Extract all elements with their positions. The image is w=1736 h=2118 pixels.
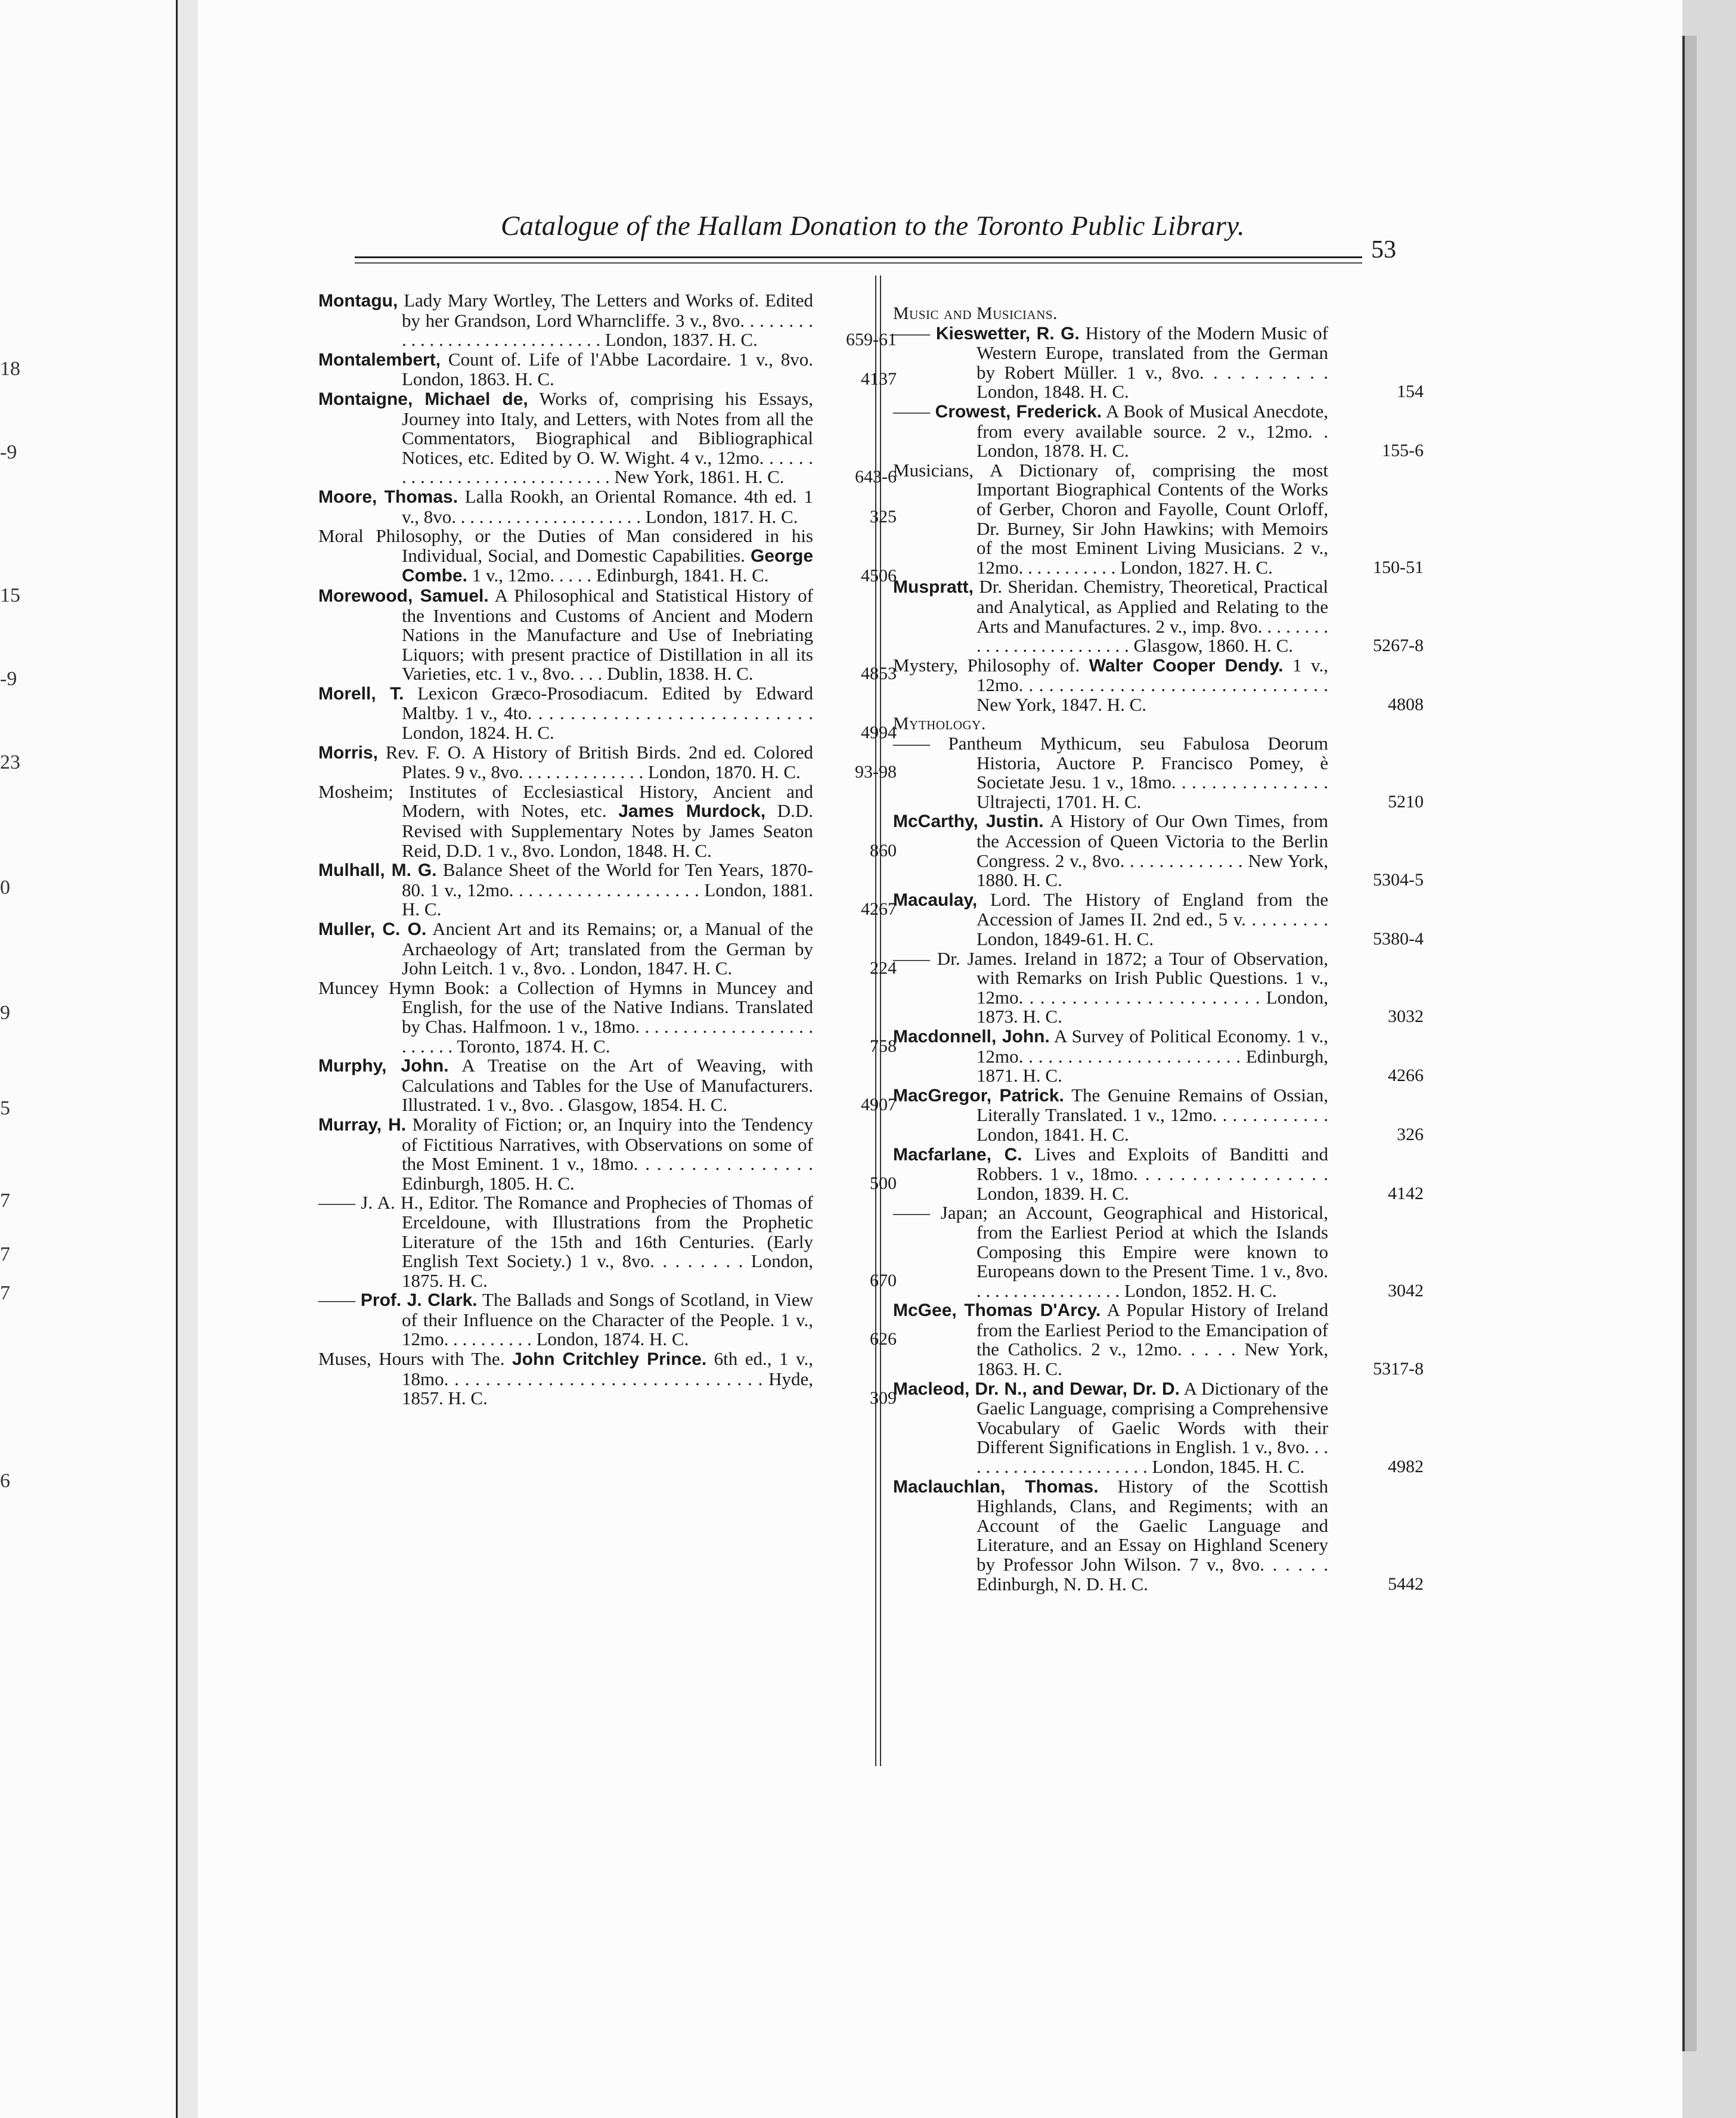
shelf-number: 3032 — [1388, 1007, 1424, 1027]
prev-page-number: 6 — [0, 1470, 10, 1492]
entry-heading: Mulhall, M. G. — [318, 860, 437, 881]
entry-text: Rev. F. O. A History of British Birds. 2nd ed. Colored Plates. 9 v., 8vo. . . . . . . . . . . . . . London, 1870. H. C. — [378, 741, 813, 783]
entry-heading: Kieswetter, R. G. — [935, 323, 1080, 343]
catalogue-entry — [893, 576, 1424, 657]
entry-heading: Moore, Thomas. — [318, 487, 458, 507]
entry-text: —— — [318, 1289, 361, 1311]
entry-text: Lalla Rookh, an Oriental Romance. 4th ed. 1 v., 8vo. . . . . . . . . . . . . . . . . . . . . London, 1817. H. C. — [402, 485, 814, 527]
shelf-number: 5267-8 — [1373, 636, 1424, 656]
entry-heading: MacGregor, Patrick. — [893, 1085, 1064, 1106]
shelf-number: 5210 — [1388, 791, 1424, 812]
catalogue-entry — [318, 388, 897, 488]
shelf-number: 309 — [870, 1388, 897, 1408]
catalogue-entry — [318, 918, 897, 979]
shelf-number: 326 — [1397, 1124, 1424, 1144]
shelf-number: 150-51 — [1373, 557, 1424, 577]
catalogue-entry — [893, 888, 1424, 949]
entry-heading: Morell, T. — [318, 683, 404, 704]
catalogue-entry — [893, 1202, 1424, 1301]
entry-text: Dr. Sheridan. Chemistry, Theoretical, Practical and Analytical, as Applied and Relating to the Arts and Manufactures. 2 v., imp. 8vo. . . . . . . . . . . . . . . . . . . . . . . . . Glasgow, 1860. H. C. — [974, 576, 1328, 657]
prev-page-number: 9 — [0, 1002, 10, 1024]
entry-text: Moral Philosophy, or the Duties of Man considered in his Individual, Social, and Domestic Capabilities. — [318, 525, 813, 566]
left-column — [318, 290, 897, 1409]
catalogue-entry — [893, 1377, 1424, 1478]
catalogue-entry — [893, 1299, 1424, 1380]
shelf-number: 5317-8 — [1373, 1359, 1424, 1379]
shelf-number: 670 — [870, 1270, 897, 1290]
entry-heading: Macdonnell, John. — [893, 1026, 1050, 1046]
prev-page-number: 18 — [0, 358, 20, 380]
entry-heading: Morris, — [318, 742, 379, 763]
catalogue-entry — [318, 859, 897, 920]
entry-heading: Macfarlane, C. — [893, 1144, 1022, 1165]
entry-heading: Macleod, Dr. N., and Dewar, Dr. D. — [893, 1379, 1180, 1399]
entry-text: A History of Our Own Times, from the Accession of Queen Victoria to the Berlin Congress. 2 v., 8vo. . . . . . . . . . . . . New York, 1880. H. C. — [976, 810, 1328, 891]
catalogue-entry — [893, 1025, 1424, 1086]
shelf-number: 860 — [870, 840, 897, 860]
shelf-number: 4907 — [861, 1095, 897, 1115]
shelf-number: 4506 — [861, 566, 897, 586]
prev-page-number: 23 — [0, 751, 20, 773]
entry-text: History of the Scottish Highlands, Clans, and Regiments; with an Account of the Gaelic Language and Literature, and an Essay on Highland Scenery by Professor John Wilson. 7 v., 8vo. . . . . . Edinburgh, N. D. H. C. — [976, 1475, 1328, 1594]
catalogue-entry — [318, 348, 897, 390]
catalogue-entry — [893, 810, 1424, 891]
entry-heading: John Critchley Prince. — [512, 1349, 707, 1370]
catalogue-entry — [318, 290, 897, 351]
entry-text: Balance Sheet of the World for Ten Years, 1870-80. 1 v., 12mo. . . . . . . . . . . . . . . . . . . . London, 1881. H. C. — [402, 859, 813, 920]
catalogue-entry — [318, 584, 897, 685]
page-edge — [1682, 36, 1697, 2051]
entry-text: —— J. A. H., Editor. The Romance and Prophecies of Thomas of Erceldoune, with Illustrations from the Prophetic Literature of the 15th and 16th Centuries. (Early English Text Society.) 1 v., 8vo. . . . . . . . London, 1875. H. C. — [318, 1192, 813, 1291]
prev-page-number: 7 — [0, 1190, 10, 1212]
entry-heading: Muller, C. O. — [318, 919, 427, 939]
catalogue-entry — [893, 654, 1424, 715]
shelf-number: 3042 — [1388, 1280, 1424, 1300]
entry-text: Lexicon Græco-Prosodiacum. Edited by Edward Maltby. 1 v., 4to. . . . . . . . . . . . . . . . . . . . . . . . . . . London, 1824. H. C. — [402, 682, 813, 744]
entry-text: A Treatise on the Art of Weaving, with Calculations and Tables for the Use of Manufacturers. Illustrated. 1 v., 8vo. . Glasgow, 1854. H. C. — [402, 1055, 814, 1116]
entry-text: —— Pantheum Mythicum, seu Fabulosa Deorum Historia, Auctore P. Francisco Pomey, è Societate Jesu. 1 v., 18mo. . . . . . . . . . . . . . . . Ultrajecti, 1701. H. C. — [893, 733, 1328, 812]
shelf-number: 643-6 — [855, 467, 897, 487]
shelf-number: 4994 — [861, 723, 897, 743]
shelf-number: 500 — [870, 1173, 897, 1193]
entry-text: The Ballads and Songs of Scotland, in View of their Influence on the Character of the People. 1 v., 12mo. . . . . . . . . . London, 1874. H. C. — [402, 1289, 814, 1350]
catalogue-entry — [893, 947, 1424, 1027]
header-rule — [355, 262, 1362, 264]
prev-page-number: 7 — [0, 1243, 10, 1265]
section-heading: Mythology. — [893, 714, 986, 734]
shelf-number: 659-61 — [846, 330, 897, 350]
entry-text: Muses, Hours with The. — [318, 1348, 512, 1370]
entry-text: Lives and Exploits of Banditti and Robbers. 1 v., 18mo. . . . . . . . . . . . . . . . . London, 1839. H. C. — [976, 1143, 1328, 1204]
section-heading: Music and Musicians. — [893, 304, 1058, 323]
entry-heading: George Combe. — [402, 546, 813, 586]
shelf-number: 4853 — [861, 664, 897, 684]
entry-text: Lord. The History of England from the Accession of James II. 2nd ed., 5 v. . . . . . . . . London, 1849-61. H. C. — [976, 888, 1328, 949]
prev-page-number: 7 — [0, 1282, 10, 1304]
entry-text: Muncey Hymn Book: a Collection of Hymns in Muncey and English, for the use of the Native Indians. Translated by Chas. Halfmoon. 1 v., 18mo. . . . . . . . . . . . . . . . . . . . . . . . . Toronto, 1874. H. C. — [318, 977, 813, 1057]
shelf-number: 5304-5 — [1373, 870, 1424, 890]
entry-heading: Walter Cooper Dendy. — [1089, 655, 1284, 676]
catalogue-entry — [318, 741, 897, 783]
prev-page-number: 5 — [0, 1097, 10, 1119]
catalogue-entry — [893, 1084, 1424, 1145]
book-gutter — [178, 0, 198, 2118]
catalogue-entry — [893, 1143, 1424, 1204]
catalogue-entry — [893, 400, 1424, 462]
shelf-number: 5442 — [1388, 1574, 1424, 1594]
shelf-number: 5380-4 — [1373, 929, 1424, 949]
entry-text: A Survey of Political Economy. 1 v., 12mo. . . . . . . . . . . . . . . . . . . . . . . Edinburgh, 1871. H. C. — [976, 1025, 1329, 1086]
shelf-number: 154 — [1397, 382, 1424, 402]
page-number: 53 — [1371, 236, 1396, 264]
entry-text: 6th ed., 1 v., 18mo. . . . . . . . . . . . . . . . . . . . . . . . . . . . . . . Hyde, 1857. H. C. — [402, 1348, 814, 1409]
entry-heading: Montalembert, — [318, 349, 441, 370]
entry-text: 1 v., 12mo. . . . . Edinburgh, 1841. H. C. — [467, 565, 769, 586]
prev-page-number: -9 — [0, 668, 17, 690]
shelf-number: 4266 — [1388, 1066, 1424, 1086]
prev-page-number: -9 — [0, 441, 17, 463]
entry-heading: Murray, H. — [318, 1114, 407, 1135]
entry-text: Lady Mary Wortley, The Letters and Works of. Edited by her Grandson, Lord Wharncliffe. 3 v., 8vo. . . . . . . . . . . . . . . . . . . . . . . . . . . . . . London, 1837. H. C. — [398, 290, 813, 351]
catalogue-entry — [318, 977, 897, 1057]
entry-heading: Montaigne, Michael de, — [318, 389, 528, 409]
entry-text: —— Japan; an Account, Geographical and Historical, from the Earliest Period at which the Islands Composing this Empire were known to Europeans down to the Present Time. 1 v., 8vo. . . . . . . . . . . . . . . . . London, 1852. H. C. — [893, 1202, 1328, 1301]
catalogue-entry — [318, 781, 897, 861]
catalogue-entry — [318, 1348, 897, 1409]
entry-text: Ancient Art and its Remains; or, a Manual of the Archaeology of Art; translated from the German by John Leitch. 1 v., 8vo. . London, 1847. H. C. — [402, 918, 813, 979]
catalogue-entry — [318, 682, 897, 744]
entry-text: Mystery, Philosophy of. — [893, 654, 1089, 676]
catalogue-entry — [893, 459, 1424, 578]
entry-text: A Popular History of Ireland from the Earliest Period to the Emancipation of the Catholics. 2 v., 12mo. . . . . New York, 1863. H. C. — [976, 1299, 1328, 1380]
shelf-number: 224 — [870, 958, 897, 979]
entry-text: Mosheim; Institutes of Ecclesiastical History, Ancient and Modern, with Notes, etc. — [318, 781, 813, 822]
entry-heading: Crowest, Frederick. — [935, 401, 1102, 422]
entry-text: —— Dr. James. Ireland in 1872; a Tour of Observation, with Remarks on Irish Public Questions. 1 v., 12mo. . . . . . . . . . . . . . . . . . . . . . . London, 1873. H. C. — [893, 947, 1328, 1027]
entry-text: A Philosophical and Statistical History of the Inventions and Customs of Ancient and Modern Nations in the Manufacture and Use of Inebriating Liquors; with present practice of Distillation in all its Varieties, etc. 1 v., 8vo. . . . Dublin, 1838. H. C. — [402, 584, 813, 685]
entry-text: The Genuine Remains of Ossian, Literally Translated. 1 v., 12mo. . . . . . . . . . . . London, 1841. H. C. — [976, 1084, 1328, 1145]
entry-heading: James Murdock, — [618, 801, 766, 822]
entry-text: A Dictionary of the Gaelic Language, comprising a Comprehensive Vocabulary of Gaelic Words with their Different Significations in English. 1 v., 8vo. . . . . . . . . . . . . . . . . . . . . . London, 1845. H. C. — [976, 1377, 1328, 1478]
shelf-number: 4142 — [1388, 1183, 1424, 1203]
catalogue-entry — [318, 1289, 897, 1350]
catalogue-entry — [318, 485, 897, 527]
catalogue-entry — [893, 1475, 1424, 1594]
header-rule — [355, 256, 1362, 258]
entry-heading: Montagu, — [318, 291, 398, 311]
column-divider — [880, 275, 881, 1766]
entry-text: D.D. Revised with Supplementary Notes by James Seaton Reid, D.D. 1 v., 8vo. London, 1848. H. C. — [402, 800, 814, 861]
entry-text: Count of. Life of l'Abbe Lacordaire. 1 v., 8vo. London, 1863. H. C. — [402, 348, 813, 390]
catalogue-entry — [318, 1055, 897, 1116]
entry-heading: Maclauchlan, Thomas. — [893, 1476, 1099, 1497]
shelf-number: 4137 — [861, 369, 897, 389]
entry-heading: Morewood, Samuel. — [318, 586, 489, 606]
entry-heading: McCarthy, Justin. — [893, 812, 1044, 832]
entry-heading: Prof. J. Clark. — [360, 1290, 478, 1311]
catalogue-entry — [318, 1192, 897, 1291]
prev-page-number: 0 — [0, 877, 10, 899]
shelf-number: 325 — [870, 506, 897, 527]
catalogue-entry — [893, 733, 1424, 812]
catalogue-entry — [318, 525, 897, 586]
entry-text: Works of, comprising his Essays, Journey into Italy, and Letters, with Notes from all the Commentators, Biographical and Bibliographical Notices, etc. Edited by O. W. Wight. 4 v., 12mo. . . . . . . . . . . . . . . . . . . . . . . . . . . . . New York, 1861. H. C. — [402, 388, 814, 488]
entry-text: —— — [893, 322, 936, 343]
shelf-number: 155-6 — [1382, 441, 1424, 461]
entry-text: 1 v., 12mo. . . . . . . . . . . . . . . . . . . . . . . . . . . . . . . New York, 1847. H. C. — [976, 654, 1328, 715]
catalogue-entry — [893, 322, 1424, 402]
entry-heading: McGee, Thomas D'Arcy. — [893, 1300, 1101, 1321]
entry-text: Morality of Fiction; or, an Inquiry into the Tendency of Fictitious Narratives, with Observations on some of the Most Eminent. 1 v., 18mo. . . . . . . . . . . . . . . . Edinburgh, 1805. H. C. — [402, 1113, 813, 1194]
shelf-number: 4808 — [1388, 694, 1424, 714]
entry-text: History of the Modern Music of Western Europe, translated from the German by Robert Müller. 1 v., 8vo. . . . . . . . . . London, 1848. H. C. — [976, 322, 1328, 402]
shelf-number: 758 — [870, 1036, 897, 1056]
shelf-number: 626 — [870, 1329, 897, 1349]
prev-page-number: 15 — [0, 584, 20, 606]
right-column — [893, 304, 1424, 1594]
entry-text: Musicians, A Dictionary of, comprising the most Important Biographical Contents of the Works of Gerber, Choron and Fayolle, Count Orloff, Dr. Burney, Sir John Hawkins; with Memoirs of the most Eminent Living Musicians. 2 v., 12mo. . . . . . . . . . . London, 1827. H. C. — [893, 459, 1328, 578]
entry-heading: Murphy, John. — [318, 1056, 449, 1076]
entry-text: A Book of Musical Anecdote, from every available source. 2 v., 12mo. . London, 1878. H. C. — [976, 400, 1329, 462]
entry-heading: Macaulay, — [893, 890, 978, 910]
catalogue-entry — [318, 1113, 897, 1194]
shelf-number: 93-98 — [855, 762, 897, 782]
running-header: Catalogue of the Hallam Donation to the Toronto Public Library. — [501, 210, 1245, 241]
shelf-number: 4982 — [1388, 1457, 1424, 1477]
shelf-number: 4267 — [861, 899, 897, 919]
entry-heading: Muspratt, — [893, 577, 974, 597]
previous-page-edge — [0, 0, 178, 2118]
column-divider — [875, 275, 876, 1766]
entry-text: —— — [893, 400, 935, 422]
